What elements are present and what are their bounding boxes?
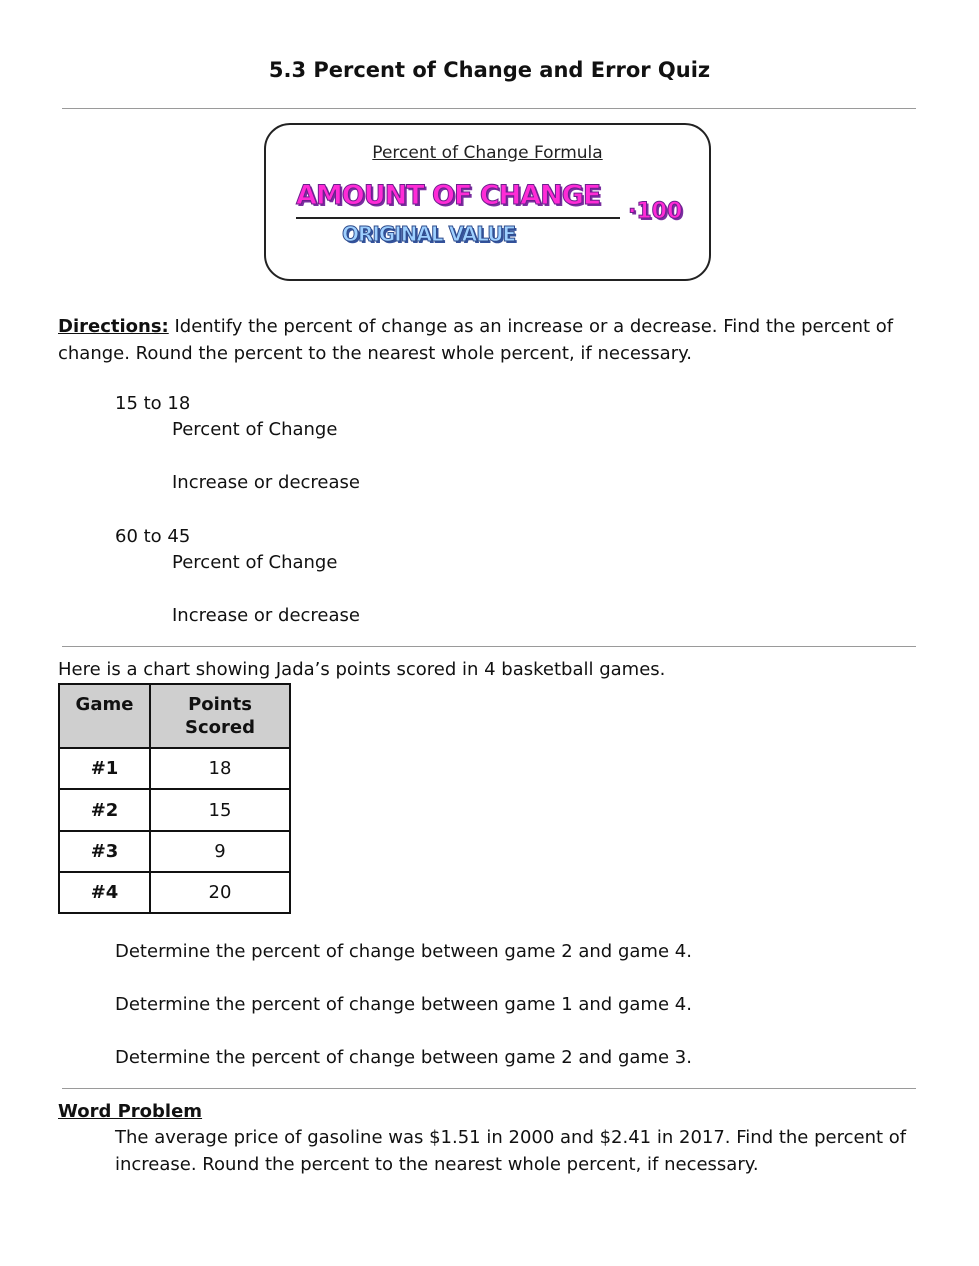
question-1: Determine the percent of change between game 2 and game 4. (115, 941, 692, 962)
problem-2-pair: 60 to 45 (115, 526, 191, 547)
problem-1-direction-label: Increase or decrease (172, 472, 360, 493)
points-cell: 15 (150, 789, 290, 831)
game-cell: #4 (59, 872, 150, 913)
formula-multiplier: ·100 (628, 199, 683, 224)
directions-text: Identify the percent of change as an increase or a decrease. Find the percent of change. Round the percent to the nearest whole percent, if necessary. (58, 316, 894, 364)
column-header-points: Points Scored (150, 684, 290, 748)
formula-denominator: ORIGINAL VALUE (342, 222, 516, 246)
problem-2-percent-label: Percent of Change (172, 552, 338, 573)
divider (62, 108, 916, 109)
formula-box (264, 123, 711, 281)
problem-1-percent-label: Percent of Change (172, 419, 338, 440)
column-header-game: Game (59, 684, 150, 748)
points-cell: 20 (150, 872, 290, 913)
problem-1-pair: 15 to 18 (115, 393, 191, 414)
table-row (59, 872, 290, 913)
game-cell: #3 (59, 831, 150, 872)
chart-intro: Here is a chart showing Jada’s points scored in 4 basketball games. (58, 659, 666, 680)
points-cell: 18 (150, 748, 290, 789)
table-row (59, 748, 290, 789)
game-cell: #1 (59, 748, 150, 789)
points-table (58, 683, 291, 914)
question-3: Determine the percent of change between game 2 and game 3. (115, 1047, 692, 1068)
directions-label: Directions: (58, 316, 169, 337)
formula-heading: Percent of Change Formula (372, 143, 603, 163)
table-row (59, 789, 290, 831)
points-cell: 9 (150, 831, 290, 872)
divider (62, 1088, 916, 1089)
game-cell: #2 (59, 789, 150, 831)
table-row (59, 831, 290, 872)
word-problem-text: The average price of gasoline was $1.51 in 2000 and $2.41 in 2017. Find the percent of increase. Round the percent to the nearest whole percent, if necessary. (115, 1127, 907, 1175)
page-title: 5.3 Percent of Change and Error Quiz (268, 58, 711, 82)
fraction-bar (296, 217, 620, 219)
question-2: Determine the percent of change between game 1 and game 4. (115, 994, 692, 1015)
divider (62, 646, 916, 647)
directions (58, 313, 918, 367)
word-problem-heading: Word Problem (58, 1101, 203, 1122)
problem-2-direction-label: Increase or decrease (172, 605, 360, 626)
formula-numerator: AMOUNT OF CHANGE (296, 180, 601, 211)
